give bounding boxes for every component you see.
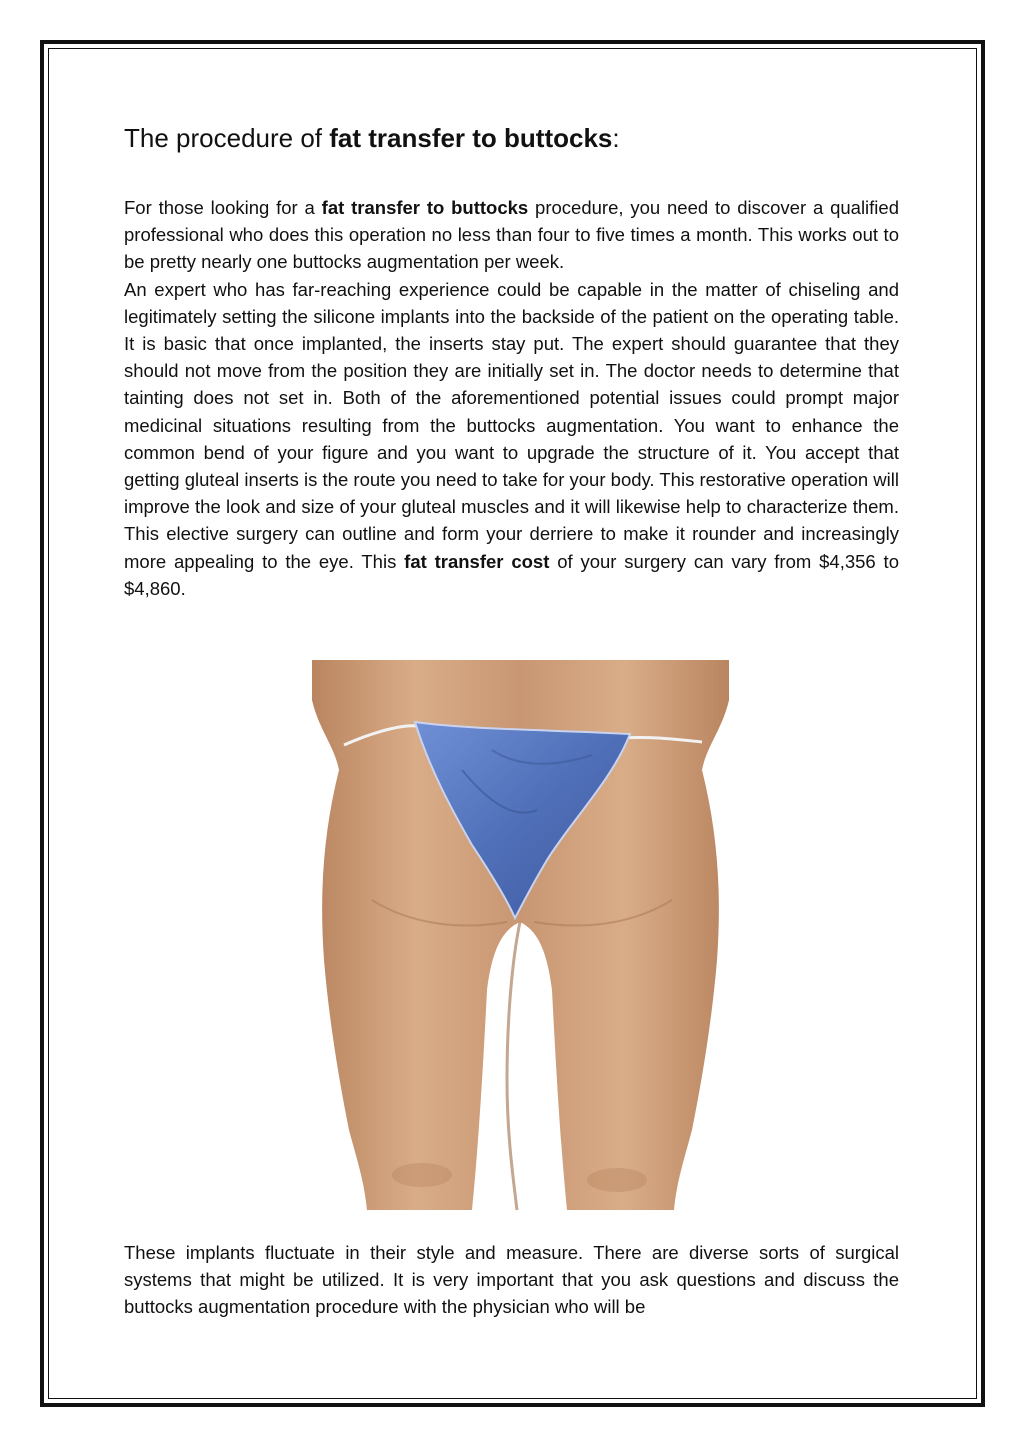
expert-paragraph <box>124 276 899 602</box>
title-suffix: : <box>612 123 620 153</box>
expert-text-end: of your surgery can vary from $4,356 to $4,860. <box>124 550 899 599</box>
title-prefix: The procedure of <box>124 123 330 153</box>
intro-keyword: fat transfer to buttocks <box>321 197 529 218</box>
cost-keyword: fat transfer cost <box>404 550 550 572</box>
intro-text-end: procedure, you need to discover a qualified professional who does this operation no less than four to five times a month. This works out to be pretty nearly one buttocks augmentation per week. <box>124 197 899 273</box>
expert-text-start: An expert who has far-reaching experience could be capable in the matter of chiseling and legitimately setting the silicone implants into the backside of the patient on the operating table. It is basic that once implanted, the inserts stay put. The expert should guarantee that they should not move from the position they are initially set in. The doctor needs to determine that tainting does not set in. Both of the aforementioned potential issues could prompt major medicinal situations resulting from the buttocks augmentation. You want to enhance the common bend of your figure and you want to upgrade the structure of it. You accept that getting gluteal inserts is the route you need to take for your body. This restorative operation will improve the look and size of your gluteal muscles and it will likewise help to characterize them. This elective surgery can outline and form your derriere to make it rounder and increasingly more appealing to the eye. This <box>124 278 899 572</box>
intro-paragraph <box>124 194 899 276</box>
intro-text-start: For those looking for a <box>124 197 322 218</box>
title-keyword: fat transfer to buttocks <box>329 123 613 153</box>
document-body <box>124 122 899 602</box>
lower-body-photo <box>312 660 729 1210</box>
implants-paragraph: These implants fluctuate in their style and measure. There are diverse sorts of surgical systems that might be utilized. It is very important that you ask questions and discuss the buttocks augmentation procedure with the physician who will be <box>124 1242 899 1318</box>
page-title <box>124 122 899 154</box>
